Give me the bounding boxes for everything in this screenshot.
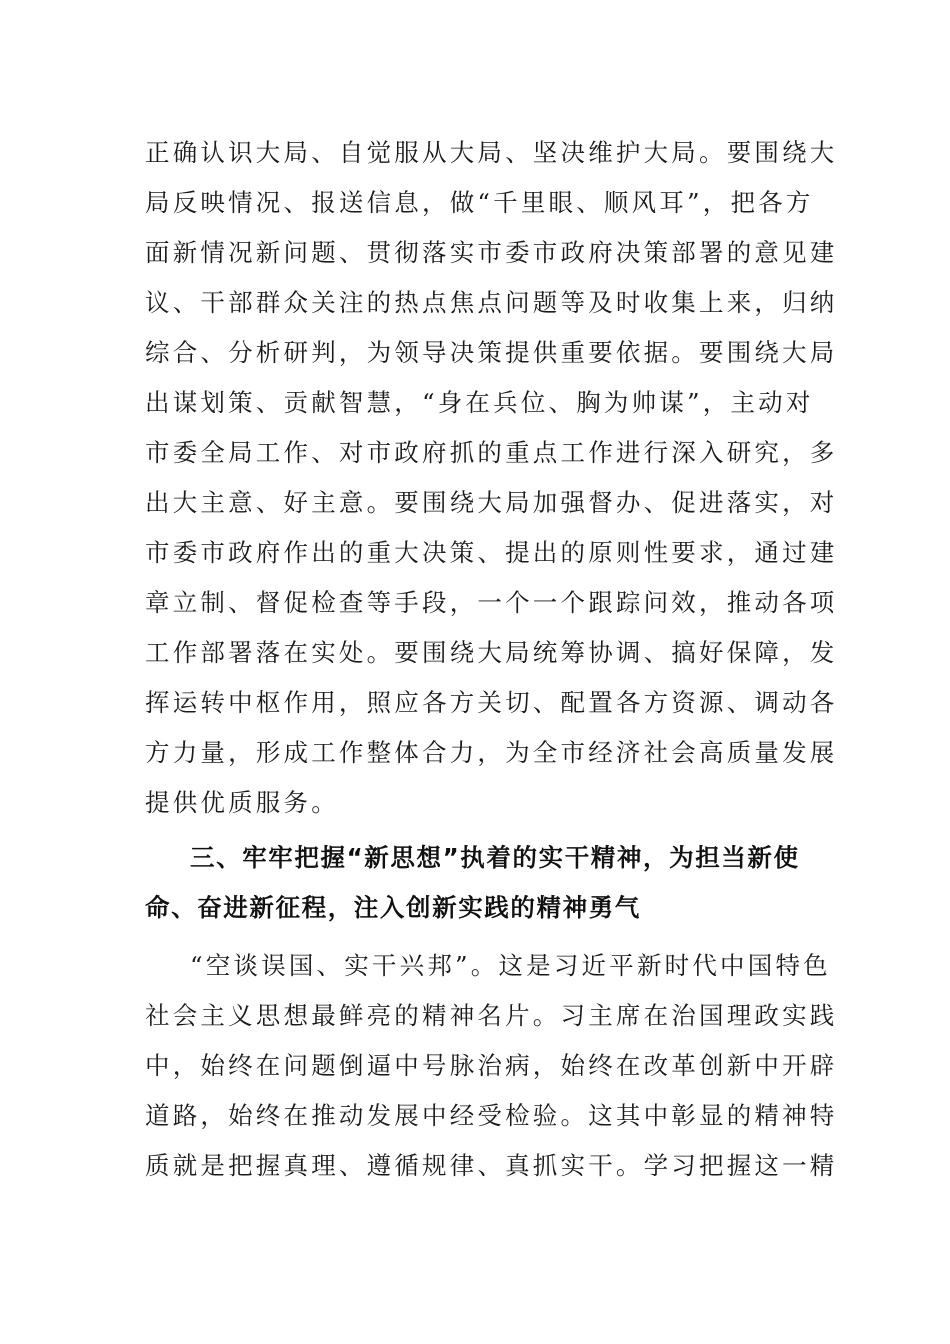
paragraph-1-line: 面新情况新问题、贯彻落实市委市政府决策部署的意见建 bbox=[145, 238, 838, 267]
paragraph-1-line: 挥运转中枢作用，照应各方关切、配置各方资源、调动各 bbox=[145, 688, 838, 717]
section-heading-line: 命、奋进新征程，注入创新实践的精神勇气 bbox=[145, 893, 641, 922]
paragraph-1-line: 工作部署落在实处。要围绕大局统筹协调、搞好保障，发 bbox=[145, 638, 838, 667]
paragraph-1-line: 出大主意、好主意。要围绕大局加强督办、促进落实，对 bbox=[145, 488, 838, 517]
paragraph-2-line: 中，始终在问题倒逼中号脉治病，始终在改革创新中开辟 bbox=[145, 1051, 838, 1080]
paragraph-2-line: “空谈误国、实干兴邦”。这是习近平新时代中国特色 bbox=[190, 951, 831, 980]
paragraph-1-line: 出谋划策、贡献智慧，“身在兵位、胸为帅谋”，主动对 bbox=[145, 388, 814, 417]
paragraph-1-line: 议、干部群众关注的热点焦点问题等及时收集上来，归纳 bbox=[145, 288, 838, 317]
paragraph-2-line: 质就是把握真理、遵循规律、真抓实干。学习把握这一精 bbox=[145, 1151, 838, 1180]
paragraph-1-line: 章立制、督促检查等手段，一个一个跟踪问效，推动各项 bbox=[145, 588, 838, 617]
paragraph-1-line: 提供优质服务。 bbox=[145, 788, 339, 817]
paragraph-2-line: 道路，始终在推动发展中经受检验。这其中彰显的精神特 bbox=[145, 1101, 838, 1130]
paragraph-1-line: 市委全局工作、对市政府抓的重点工作进行深入研究，多 bbox=[145, 438, 838, 467]
paragraph-2-line: 社会主义思想最鲜亮的精神名片。习主席在治国理政实践 bbox=[145, 1001, 838, 1030]
paragraph-1-line: 综合、分析研判，为领导决策提供重要依据。要围绕大局 bbox=[145, 338, 838, 367]
paragraph-1-line: 局反映情况、报送信息，做“千里眼、顺风耳”，把各方 bbox=[145, 188, 814, 217]
paragraph-1-line: 市委市政府作出的重大决策、提出的原则性要求，通过建 bbox=[145, 538, 838, 567]
paragraph-1-line: 方力量，形成工作整体合力，为全市经济社会高质量发展 bbox=[145, 738, 838, 767]
paragraph-1-line: 正确认识大局、自觉服从大局、坚决维护大局。要围绕大 bbox=[145, 138, 838, 167]
section-heading-line: 三、牢牢把握“新思想”执着的实干精神，为担当新使 bbox=[190, 843, 800, 872]
